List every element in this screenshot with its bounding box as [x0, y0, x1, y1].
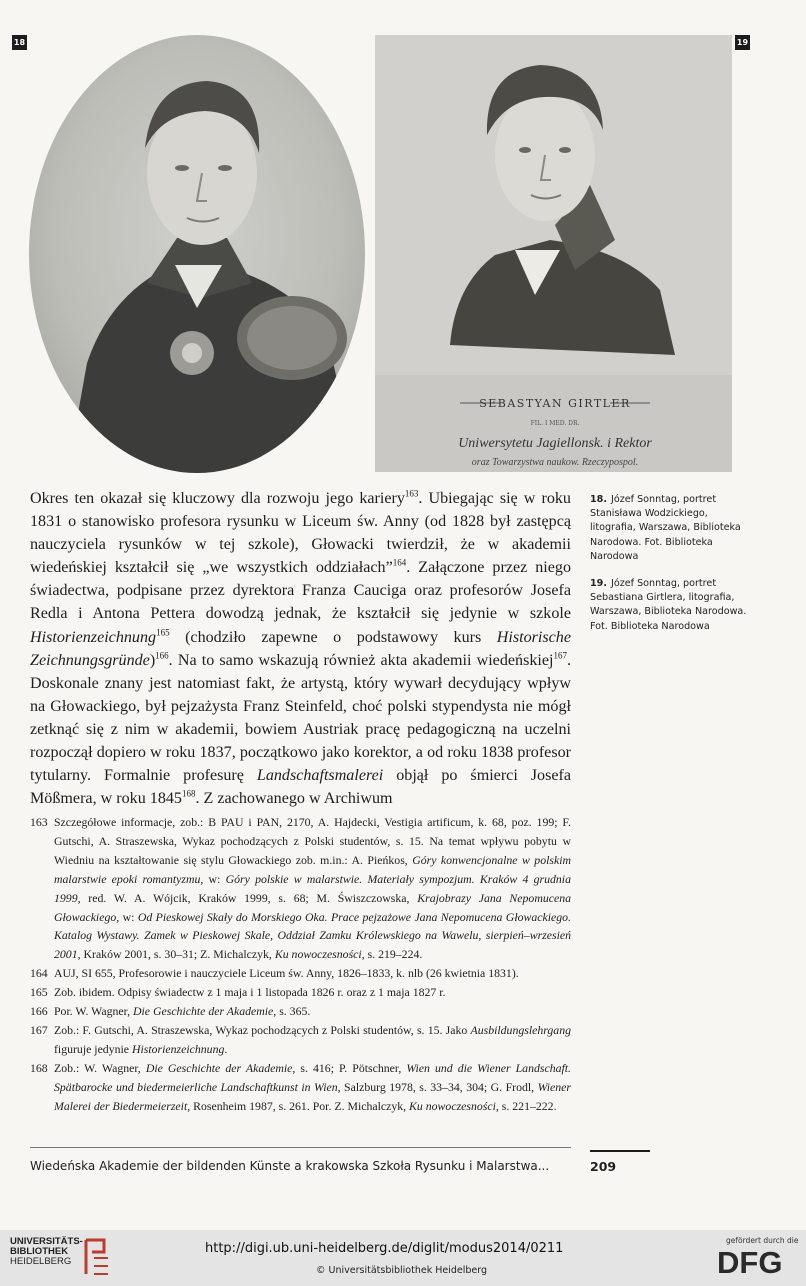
- footnote-164: 164 AUJ, SI 655, Profesorowie i nauczyciele Liceum św. Anny, 1826–1833, k. nlb (26 kwietnia 1831).: [30, 966, 519, 981]
- caption-19: 19. Józef Sonntag, portret Sebastiana Girtlera, litografia, Warszawa, Biblioteka Narodowa. Fot. Biblioteka Narodowa: [590, 578, 747, 632]
- running-title: Wiedeńska Akademie der bildenden Künste a krakowska Szkoła Rysunku i Malarstwa...: [30, 1159, 550, 1173]
- figure-captions: [590, 493, 750, 647]
- footnote-ref-167[interactable]: 167: [553, 650, 567, 661]
- footnotes: [30, 813, 571, 1116]
- body-paragraph: Okres ten okazał się kluczowy dla rozwoju jego kariery$^{163}$. Ubiegając się w roku 1831 o stanowisko profesora rysunku w Liceum św. Anny (od 1828 był zastępcą nauczyciela rysunków w tej szkole), Głowacki twierdził, że w akademii wiedeńskiej kształcił się „we wszystkich oddziałach”$^{164}$. Załączone przez niego świadectwa, podpisane przez dyrektora Franza Cauciga oraz profesorów Josefa Redla i Antona Pettera dowodzą jednak, że kształcił się jedynie w szkole Historienzeichnung$^{165}$ (chodziło zapewne o podstawowy kurs Historische Zeichnungsgründe)$^{166}$. Na to samo wskazują również akta akademii wiedeńskiej$^{167}$. Doskonale znany jest natomiast fakt, że artystą, który wywarł decydujący wpływ na Głowackiego, był pejzażysta Franz Steinfeld, choć polski stypendysta nie mógł zetknąć się z nim w akademii, bowiem Austriak pracę pedagogiczną na uczelni rozpoczął dopiero w roku 1837, początkowo jako korektor, a od roku 1838 profesor tytularny. Formalnie profesurę Landschaftsmalerei objął po śmierci Josefa Mößmera, w roku 1845$^{168}$. Z zachowanego w Archiwum: [30, 488, 572, 808]
- page-badge-left: 18: [12, 35, 27, 50]
- footnote-167: 167 Zob.: F. Gutschi, A. Straszewska, Wykaz pochodzących z Polski studentów, s. 15. Jako Ausbildungslehrgang figuruje jedynie Historienzeichnung.: [30, 1022, 571, 1056]
- viewer-footer: [0, 1230, 806, 1286]
- permalink-url[interactable]: http://digi.ub.uni-heidelberg.de/diglit/modus2014/0211: [205, 1241, 564, 1256]
- footnote-ref-163[interactable]: 163: [404, 488, 419, 499]
- footnote-165: 165 Zob. ibidem. Odpisy świadectw z 1 maja i 1 listopada 1826 r. oraz z 1 maja 1827 r.: [30, 985, 446, 1000]
- funding-note: gefördert durch die: [726, 1236, 799, 1245]
- caption-18: 18. Józef Sonntag, portret Stanisława Wodzickiego, litografia, Warszawa, Biblioteka Narodowa. Fot. Biblioteka Narodowa: [590, 494, 741, 562]
- footnote-ref-166[interactable]: 166: [155, 650, 169, 661]
- footnote-ref-165[interactable]: 165: [156, 627, 170, 638]
- inscription-line2: oraz Towarzystwa naukow. Rzeczypospol.: [471, 457, 639, 468]
- library-mark-icon: [82, 1236, 112, 1278]
- figure-18-portrait-wodzicki: [27, 33, 367, 475]
- inscription-line1: Uniwersytetu Jagiellonsk. i Rektor: [458, 436, 652, 451]
- inscription-small: FIL. I MED. DR.: [530, 420, 580, 427]
- footnote-ref-164[interactable]: 164: [392, 557, 407, 568]
- footnote-ref-168[interactable]: 168: [181, 788, 196, 799]
- footnote-166: 166 Por. W. Wagner, Die Geschichte der Akademie, s. 365.: [30, 1004, 311, 1019]
- inscription-title: SEBASTYAN GIRTLER: [479, 397, 631, 410]
- page-number: 209: [590, 1159, 617, 1174]
- page-badge-right: 19: [735, 35, 750, 50]
- page-number-rule: [590, 1150, 650, 1152]
- footnote-168: 168 Zob.: W. Wagner, Die Geschichte der Akademie, s. 416; P. Pötschner, Wien und die Wiener Landschaft. Spätbarocke und biedermeierliche Landschaftkunst in Wien, Salzburg 1978, s. 33–34, 304; G. Frodl, Wiener Malerei der Biedermeierzeit, Rosenheim 1987, s. 261. Por. Z. Michalczyk, Ku nowoczesności, s. 221–222.: [30, 1060, 572, 1113]
- copyright: © Universitätsbibliothek Heidelberg: [316, 1265, 488, 1276]
- footer-rule: [30, 1147, 571, 1148]
- university-library-logo[interactable]: UNIVERSITÄTS- BIBLIOTHEK HEIDELBERG: [10, 1236, 83, 1267]
- dfg-logo[interactable]: DFG: [717, 1245, 783, 1280]
- footnote-163: 163 Szczegółowe informacje, zob.: B PAU i PAN, 2170, A. Hajdecki, Vestigia artificum, k. 68, poz. 199; F. Gutschi, A. Straszewska, Wykaz pochodzących z Polski studentów, s. 15. Na temat wpływu pobytu w Wiedniu na kształtowanie się stylu Głowackiego zob. m.in.: A. Pieńkos, Góry konwencjonalne w polskim malarstwie epoki romantyzmu, w: Góry polskie w malarstwie. Materiały sympozjum. Kraków 4 grudnia 1999, red. W. A. Wójcik, Kraków 1999, s. 68; M. Świszczowska, Krajobrazy Jana Nepomucena Głowackiego, w: Od Pieskowej Skały do Morskiego Oka. Prace pejzażowe Jana Nepomucena Głowackiego. Katalog Wystawy. Zamek w Pieskowej Skale, Oddział Zamku Królewskiego na Wawelu, sierpień–wrzesień 2001, Kraków 2001, s. 30–31; Z. Michalczyk, Ku nowoczesności, s. 219–224.: [30, 815, 572, 962]
- figure-19-portrait-girtler: [375, 35, 732, 472]
